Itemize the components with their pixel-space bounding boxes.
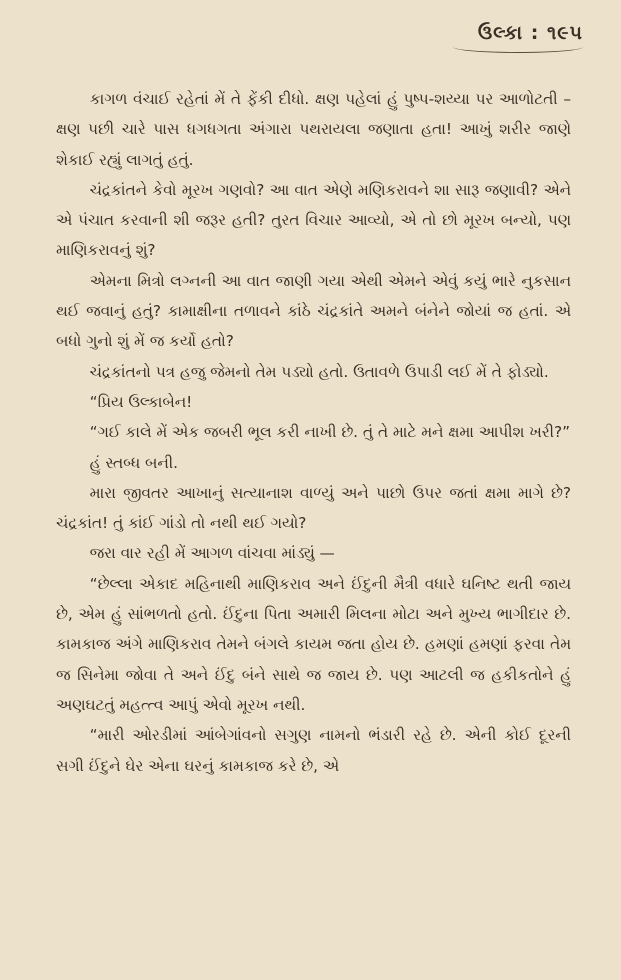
body-text <box>56 84 571 781</box>
paragraph: હું સ્તબ્ધ બની. <box>89 453 178 472</box>
paragraph: કાગળ વંચાઈ રહેતાં મેં તે ફેંકી દીધો. ક્ષણ પહેલાં હું પુષ્પ-શય્યા પર આળોટતી – ક્ષણ પછી ચારે પાસ ધગધગતા અંગારા પથરાયલા જણાતા હતા! આખું શરીર જાણે શેકાઈ રહ્યું લાગતું હતું. <box>56 90 571 169</box>
decorative-underline <box>453 47 583 53</box>
letter-salutation: “પ્રિય ઉલ્કાબેન! <box>89 392 193 411</box>
paragraph: મારા જીવતર આખાનું સત્યાનાશ વાળ્યું અને પાછો ઉપર જતાં ક્ષમા માગે છે? ચંદ્રકાંત! તું કાંઈ ગાંડો તો નથી થઈ ગયો? <box>56 483 571 533</box>
paragraph: એમના મિત્રો લગ્નની આ વાત જાણી ગયા એથી એમને એવું કયું ભારે નુકસાન થઈ જવાનું હતું? કામાક્ષીના તળાવને કાંઠે ચંદ્રકાંતે અમને બંનેને જોયાં જ હતાં. એ બધો ગુનો શું મેં જ કર્યો હતો? <box>56 271 571 351</box>
paragraph: જરા વાર રહી મેં આગળ વાંચવા માંડ્યું — <box>89 544 335 563</box>
paragraph: “ગઈ કાલે મેં એક જબરી ભૂલ કરી નાખી છે. તું તે માટે મને ક્ષમા આપીશ ખરી?” <box>89 423 571 442</box>
page-header <box>453 22 583 53</box>
running-title: ઉલ્કા : ૧૯૫ <box>477 22 583 44</box>
paragraph: “મારી ઓરડીમાં આંબેગાંવનો સગુણ નામનો ભંડારી રહે છે. એની કોઈ દૂરની સગી ઈંદુને ઘેર એના ઘરનું કામકાજ કરે છે, એ <box>56 726 571 775</box>
paragraph: “છેલ્લા એકાદ મહિનાથી માણિકરાવ અને ઈંદુની મૈત્રી વધારે ઘનિષ્ટ થતી જાય છે, એમ હું સાંભળતો હતો. ઈંદુના પિતા અમારી મિલના મોટા અને મુખ્ય ભાગીદાર છે. કામકાજ અંગે માણિકરાવ તેમને બંગલે કાયમ જતા હોય છે. હમણાં હમણાં ફરવા તેમ જ સિનેમા જોવા તે અને ઈંદુ બંને સાથે જ જાય છે. પણ આટલી જ હકીકતોને હું અણઘટતું મહત્ત્વ આપું એવો મૂરખ નથી. <box>56 574 571 714</box>
paragraph: ચંદ્રકાંતનો પત્ર હજુ જેમનો તેમ પડ્યો હતો. ઉતાવળે ઉપાડી લઈ મેં તે ફોડ્યો. <box>89 362 549 381</box>
paragraph: ચંદ્રકાંતને કેવો મૂરખ ગણવો? આ વાત એણે મણિકરાવને શા સારૂ જણાવી? એને એ પંચાત કરવાની શી જરૂર હતી? તુરત વિચાર આવ્યો, એ તો છો મૂરખ બન્યો, પણ માણિકરાવનું શું? <box>56 180 571 260</box>
